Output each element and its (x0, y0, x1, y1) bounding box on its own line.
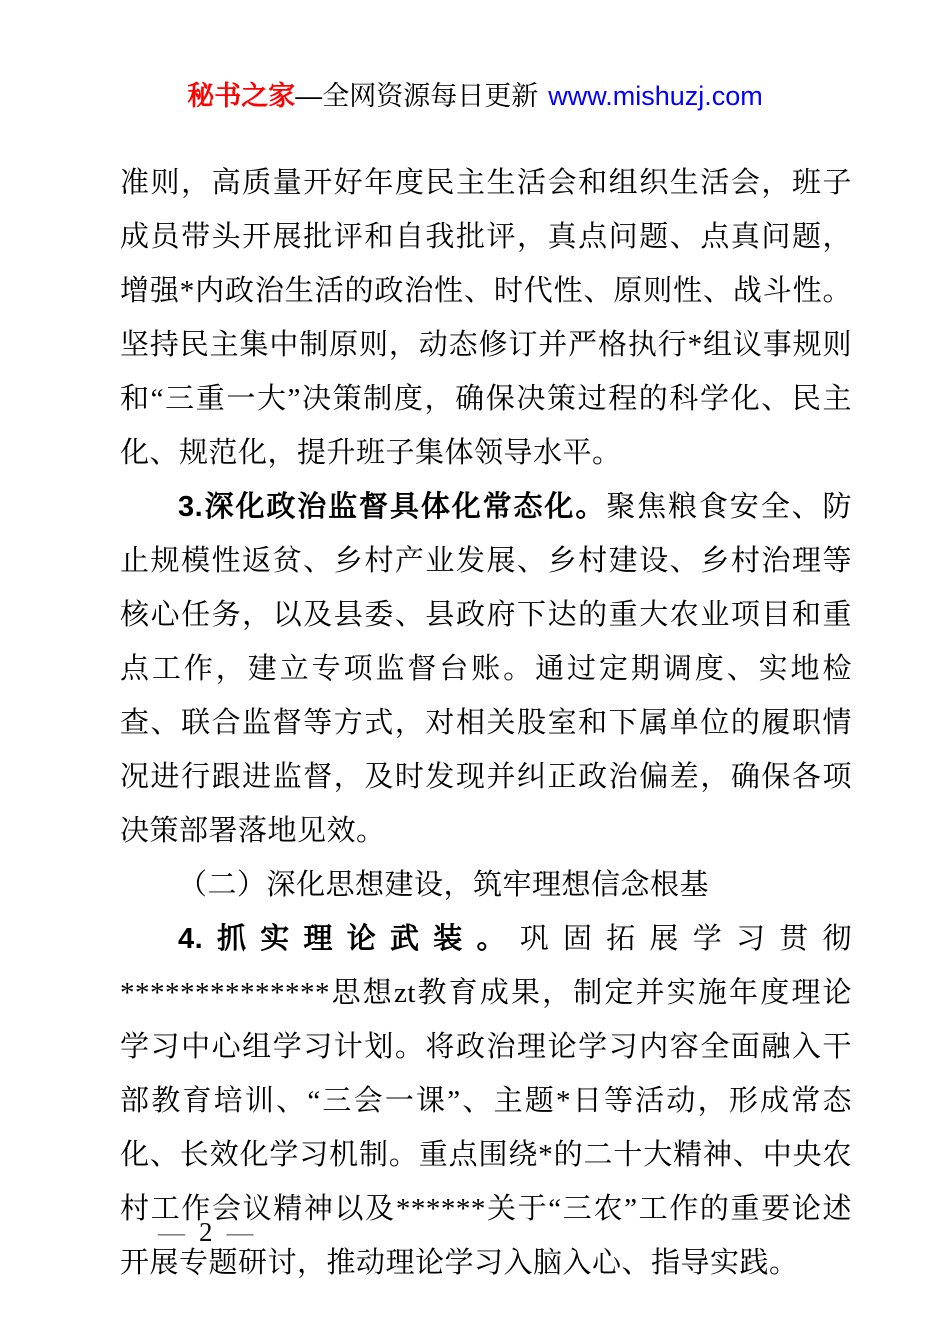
paragraph-lead: 3.深化政治监督具体化常态化。 (178, 491, 607, 523)
document-body (120, 156, 852, 1290)
paragraph-item-3 (120, 480, 852, 858)
footer-dash-right: — (226, 1217, 254, 1247)
site-tagline: —全网资源每日更新 (295, 81, 539, 111)
page-header (0, 76, 950, 116)
site-brand: 秘书之家 (187, 81, 296, 111)
page-number: 2 (199, 1217, 213, 1247)
paragraph-text: 巩固拓展学习贯彻**************思想zt教育成果，制定并实施年度理论学习中心组学习计划。将政治理论学习内容全面融入干部教育培训、“三会一课”、主题*日等活动，形成常态化、长效化学习机制。重点围绕*的二十大精神、中央农村工作会议精神以及******关于“三农”工作的重要论述开展专题研讨，推动理论学习入脑入心、指导实践。 (120, 923, 852, 1279)
paragraph-text: 准则，高质量开好年度民主生活会和组织生活会，班子成员带头开展批评和自我批评，真点问题、点真问题，增强*内政治生活的政治性、时代性、原则性、战斗性。坚持民主集中制原则，动态修订并严格执行*组议事规则和“三重一大”决策制度，确保决策过程的科学化、民主化、规范化，提升班子集体领导水平。 (120, 167, 852, 469)
page-footer (158, 1212, 254, 1252)
paragraph-continuation (120, 156, 852, 480)
section-heading-text: （二）深化思想建设，筑牢理想信念根基 (178, 869, 710, 901)
site-url-link[interactable]: www.mishuzj.com (548, 81, 763, 111)
footer-dash-left: — (158, 1217, 185, 1247)
section-heading (120, 858, 852, 912)
paragraph-text: 聚焦粮食安全、防止规模性返贫、乡村产业发展、乡村建设、乡村治理等核心任务，以及县委、县政府下达的重大农业项目和重点工作，建立专项监督台账。通过定期调度、实地检查、联合监督等方式，对相关股室和下属单位的履职情况进行跟进监督，及时发现并纠正政治偏差，确保各项决策部署落地见效。 (120, 491, 852, 847)
paragraph-lead: 4.抓实理论武装。 (178, 923, 520, 955)
